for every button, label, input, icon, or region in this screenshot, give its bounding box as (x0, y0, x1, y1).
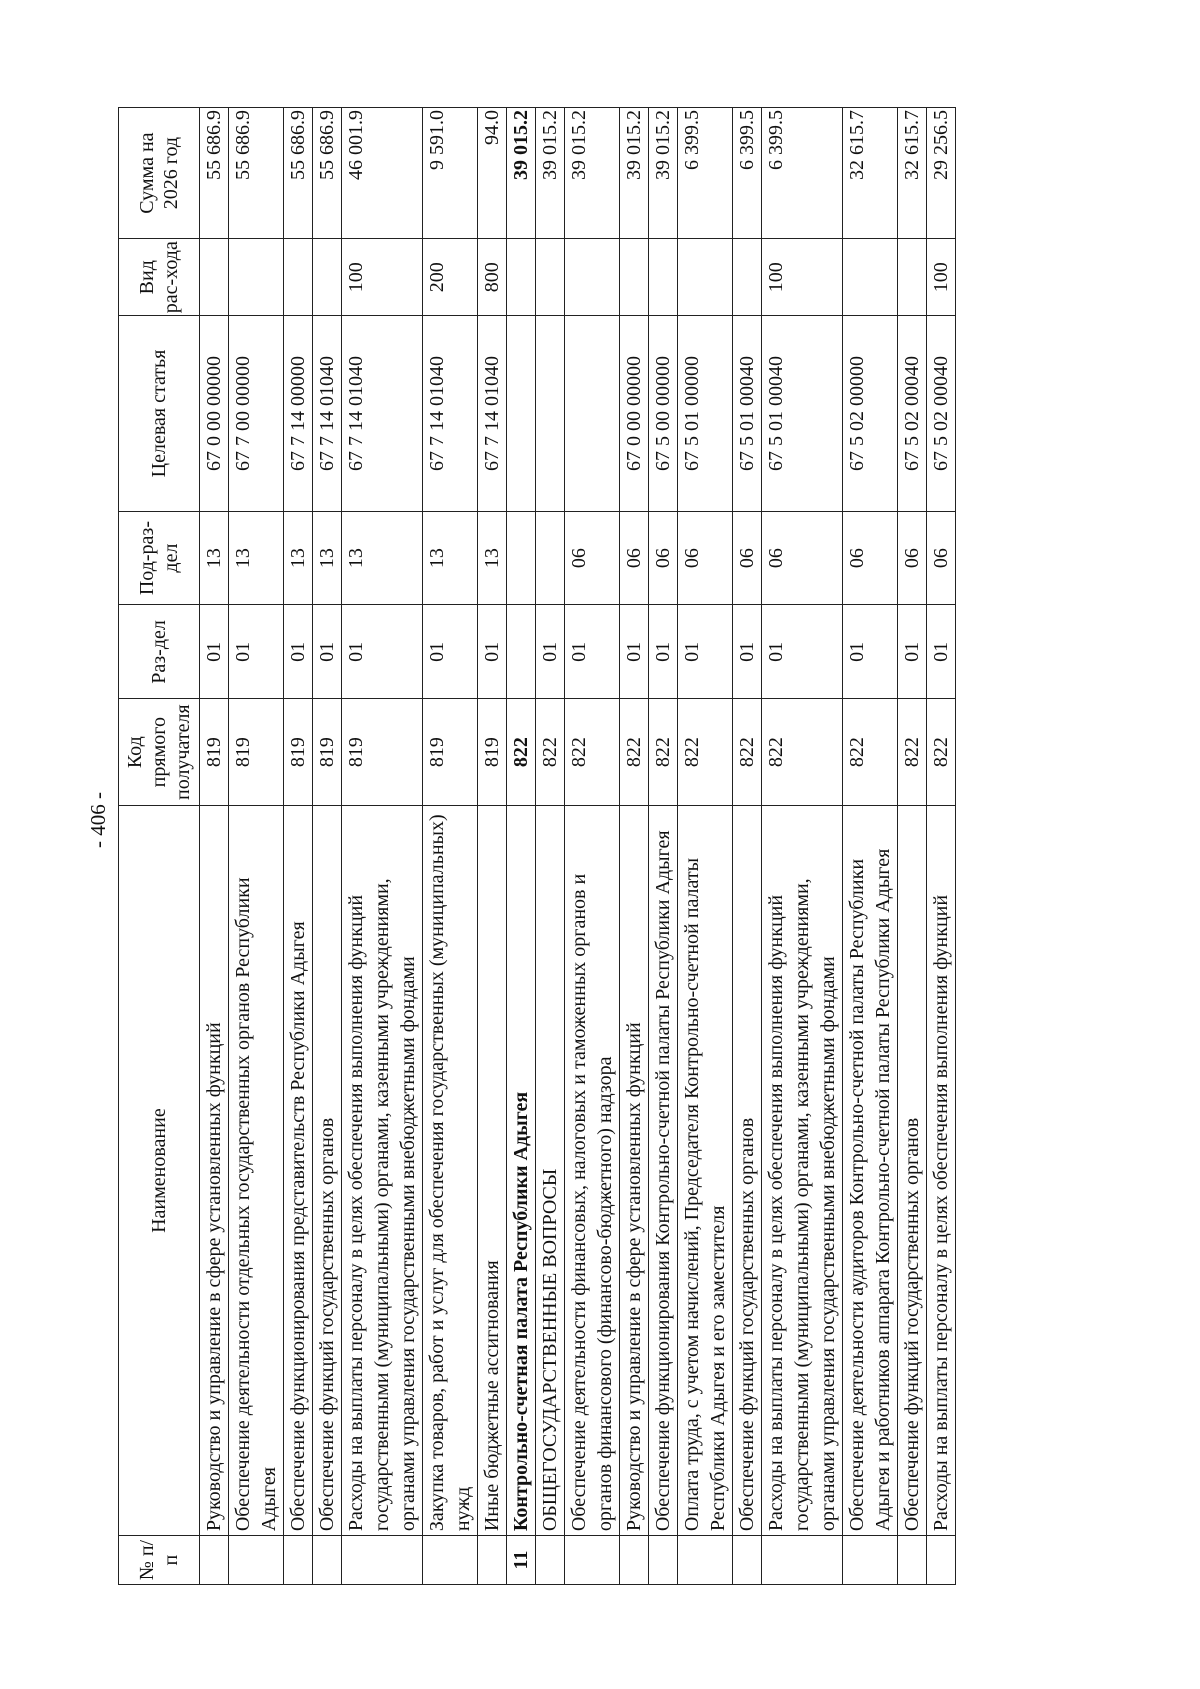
cell-sum: 29 256.5 (927, 108, 956, 239)
cell-exptype (284, 239, 313, 316)
cell-num (678, 1536, 733, 1585)
header-code: Код прямого получателя (119, 699, 200, 806)
table-row (200, 108, 229, 1585)
cell-name: ОБЩЕГОСУДАРСТВЕННЫЕ ВОПРОСЫ (536, 806, 565, 1536)
cell-code: 819 (423, 699, 478, 806)
cell-code: 822 (927, 699, 956, 806)
cell-sum: 9 591.0 (423, 108, 478, 239)
cell-target: 67 7 14 01040 (423, 316, 478, 511)
cell-code: 822 (898, 699, 927, 806)
cell-name: Закупка товаров, работ и услуг для обеспечения государственных (муниципальных) нужд (423, 806, 478, 1536)
cell-code: 822 (620, 699, 649, 806)
cell-target: 67 7 14 01040 (313, 316, 342, 511)
cell-target: 67 0 00 00000 (200, 316, 229, 511)
cell-sum: 55 686.9 (200, 108, 229, 239)
cell-num (313, 1536, 342, 1585)
cell-name: Обеспечение функций государственных органов (898, 806, 927, 1536)
cell-target: 67 7 14 00000 (284, 316, 313, 511)
cell-subsection: 06 (843, 511, 898, 605)
cell-num (898, 1536, 927, 1585)
cell-sum: 39 015.2 (649, 108, 678, 239)
header-target: Целевая статья (119, 316, 200, 511)
table-row (284, 108, 313, 1585)
cell-section: 01 (927, 605, 956, 699)
cell-section: 01 (200, 605, 229, 699)
cell-sum: 32 615.7 (843, 108, 898, 239)
cell-subsection: 13 (284, 511, 313, 605)
cell-code: 819 (478, 699, 507, 806)
cell-name: Обеспечение функций государственных органов (733, 806, 762, 1536)
header-exptype: Вид рас-хода (119, 239, 200, 316)
cell-section: 01 (478, 605, 507, 699)
cell-sum: 46 001.9 (342, 108, 423, 239)
cell-code: 822 (565, 699, 620, 806)
cell-code: 822 (649, 699, 678, 806)
cell-name: Расходы на выплаты персоналу в целях обеспечения выполнения функций (927, 806, 956, 1536)
cell-subsection: 06 (649, 511, 678, 605)
cell-subsection: 06 (565, 511, 620, 605)
cell-section: 01 (733, 605, 762, 699)
budget-table (118, 107, 956, 1585)
cell-exptype (507, 239, 536, 316)
cell-name: Обеспечение деятельности финансовых, налоговых и таможенных органов и органов финансового (финансово-бюджетного) надзора (565, 806, 620, 1536)
cell-target: 67 5 02 00040 (927, 316, 956, 511)
cell-section: 01 (536, 605, 565, 699)
cell-exptype: 100 (927, 239, 956, 316)
cell-name: Руководство и управление в сфере установленных функций (200, 806, 229, 1536)
table-row (649, 108, 678, 1585)
table-row (733, 108, 762, 1585)
cell-section: 01 (898, 605, 927, 699)
cell-section: 01 (313, 605, 342, 699)
table-row (843, 108, 898, 1585)
cell-name: Обеспечение деятельности аудиторов Контрольно-счетной палаты Республики Адыгея и работников аппарата Контрольно-счетной палаты Республики Адыгея (843, 806, 898, 1536)
table-row (536, 108, 565, 1585)
cell-name: Обеспечение функционирования представительств Республики Адыгея (284, 806, 313, 1536)
budget-table-container (118, 107, 1086, 1585)
cell-code: 819 (284, 699, 313, 806)
cell-subsection: 13 (229, 511, 284, 605)
cell-num (927, 1536, 956, 1585)
cell-name: Обеспечение функций государственных органов (313, 806, 342, 1536)
cell-section: 01 (423, 605, 478, 699)
cell-exptype (200, 239, 229, 316)
cell-num (649, 1536, 678, 1585)
cell-exptype (843, 239, 898, 316)
cell-exptype (649, 239, 678, 316)
cell-code: 819 (200, 699, 229, 806)
cell-target: 67 5 02 00000 (843, 316, 898, 511)
cell-num (565, 1536, 620, 1585)
table-row (565, 108, 620, 1585)
cell-exptype (536, 239, 565, 316)
cell-code: 819 (342, 699, 423, 806)
header-sum: Сумма на 2026 год (119, 108, 200, 239)
cell-exptype: 800 (478, 239, 507, 316)
cell-sum: 6 399.5 (733, 108, 762, 239)
cell-sum: 94.0 (478, 108, 507, 239)
cell-subsection (536, 511, 565, 605)
cell-exptype: 100 (342, 239, 423, 316)
table-row (342, 108, 423, 1585)
cell-sum: 6 399.5 (762, 108, 843, 239)
cell-target (565, 316, 620, 511)
cell-section: 01 (649, 605, 678, 699)
cell-name: Иные бюджетные ассигнования (478, 806, 507, 1536)
cell-name: Оплата труда, с учетом начислений, Председателя Контрольно-счетной палаты Республики Адыгея и его заместителя (678, 806, 733, 1536)
table-row (762, 108, 843, 1585)
cell-num (733, 1536, 762, 1585)
table-row (678, 108, 733, 1585)
cell-name: Обеспечение деятельности отдельных государственных органов Республики Адыгея (229, 806, 284, 1536)
cell-num (342, 1536, 423, 1585)
cell-section: 01 (620, 605, 649, 699)
cell-target: 67 5 01 00040 (762, 316, 843, 511)
cell-sum: 39 015.2 (565, 108, 620, 239)
cell-code: 822 (507, 699, 536, 806)
page-number: - 406 - (85, 792, 110, 848)
cell-code: 819 (313, 699, 342, 806)
cell-code: 822 (843, 699, 898, 806)
cell-section: 01 (284, 605, 313, 699)
cell-target: 67 5 01 00040 (733, 316, 762, 511)
cell-section: 01 (843, 605, 898, 699)
cell-subsection: 06 (898, 511, 927, 605)
cell-sum: 55 686.9 (284, 108, 313, 239)
cell-exptype (313, 239, 342, 316)
cell-subsection: 06 (733, 511, 762, 605)
cell-name: Расходы на выплаты персоналу в целях обеспечения выполнения функций государственными (муниципальными) органами, казенными учреждениями, органами управления государственными внебюджетными фондами (342, 806, 423, 1536)
cell-sum: 39 015.2 (620, 108, 649, 239)
cell-sum: 39 015.2 (536, 108, 565, 239)
header-subsection: Под-раз-дел (119, 511, 200, 605)
cell-exptype (565, 239, 620, 316)
cell-num (229, 1536, 284, 1585)
cell-name: Контрольно-счетная палата Республики Адыгея (507, 806, 536, 1536)
cell-num: 11 (507, 1536, 536, 1585)
cell-subsection: 06 (927, 511, 956, 605)
table-row (898, 108, 927, 1585)
cell-target: 67 5 01 00000 (678, 316, 733, 511)
cell-name: Расходы на выплаты персоналу в целях обеспечения выполнения функций государственными (муниципальными) органами, казенными учреждениями, органами управления государственными внебюджетными фондами (762, 806, 843, 1536)
cell-num (423, 1536, 478, 1585)
cell-sum: 39 015.2 (507, 108, 536, 239)
cell-subsection: 13 (423, 511, 478, 605)
cell-code: 819 (229, 699, 284, 806)
cell-name: Обеспечение функционирования Контрольно-счетной палаты Республики Адыгея (649, 806, 678, 1536)
header-section: Раз-дел (119, 605, 200, 699)
cell-code: 822 (762, 699, 843, 806)
cell-sum: 32 615.7 (898, 108, 927, 239)
table-row (423, 108, 478, 1585)
table-row (229, 108, 284, 1585)
cell-subsection: 06 (620, 511, 649, 605)
cell-exptype (733, 239, 762, 316)
table-body (200, 108, 956, 1585)
table-row (927, 108, 956, 1585)
cell-target: 67 5 00 00000 (649, 316, 678, 511)
cell-section: 01 (565, 605, 620, 699)
cell-num (200, 1536, 229, 1585)
cell-exptype: 200 (423, 239, 478, 316)
cell-section: 01 (762, 605, 843, 699)
cell-name: Руководство и управление в сфере установленных функций (620, 806, 649, 1536)
cell-exptype (678, 239, 733, 316)
cell-subsection: 13 (342, 511, 423, 605)
cell-section: 01 (678, 605, 733, 699)
cell-subsection: 13 (313, 511, 342, 605)
cell-subsection (507, 511, 536, 605)
cell-target: 67 7 14 01040 (478, 316, 507, 511)
cell-num (284, 1536, 313, 1585)
header-name: Наименование (119, 806, 200, 1536)
cell-num (478, 1536, 507, 1585)
cell-subsection: 06 (678, 511, 733, 605)
cell-exptype: 100 (762, 239, 843, 316)
cell-target (507, 316, 536, 511)
cell-subsection: 06 (762, 511, 843, 605)
cell-target (536, 316, 565, 511)
table-row (507, 108, 536, 1585)
cell-code: 822 (733, 699, 762, 806)
cell-exptype (898, 239, 927, 316)
cell-target: 67 7 14 01040 (342, 316, 423, 511)
table-row (313, 108, 342, 1585)
cell-code: 822 (536, 699, 565, 806)
cell-num (620, 1536, 649, 1585)
cell-sum: 6 399.5 (678, 108, 733, 239)
cell-target: 67 0 00 00000 (620, 316, 649, 511)
cell-exptype (229, 239, 284, 316)
cell-subsection: 13 (200, 511, 229, 605)
table-header-row (119, 108, 200, 1585)
cell-num (843, 1536, 898, 1585)
cell-section (507, 605, 536, 699)
cell-code: 822 (678, 699, 733, 806)
header-num: № п/п (119, 1536, 200, 1585)
table-row (478, 108, 507, 1585)
table-row (620, 108, 649, 1585)
cell-section: 01 (229, 605, 284, 699)
cell-target: 67 5 02 00040 (898, 316, 927, 511)
cell-section: 01 (342, 605, 423, 699)
cell-exptype (620, 239, 649, 316)
cell-target: 67 7 00 00000 (229, 316, 284, 511)
cell-subsection: 13 (478, 511, 507, 605)
cell-num (536, 1536, 565, 1585)
cell-num (762, 1536, 843, 1585)
cell-sum: 55 686.9 (313, 108, 342, 239)
cell-sum: 55 686.9 (229, 108, 284, 239)
